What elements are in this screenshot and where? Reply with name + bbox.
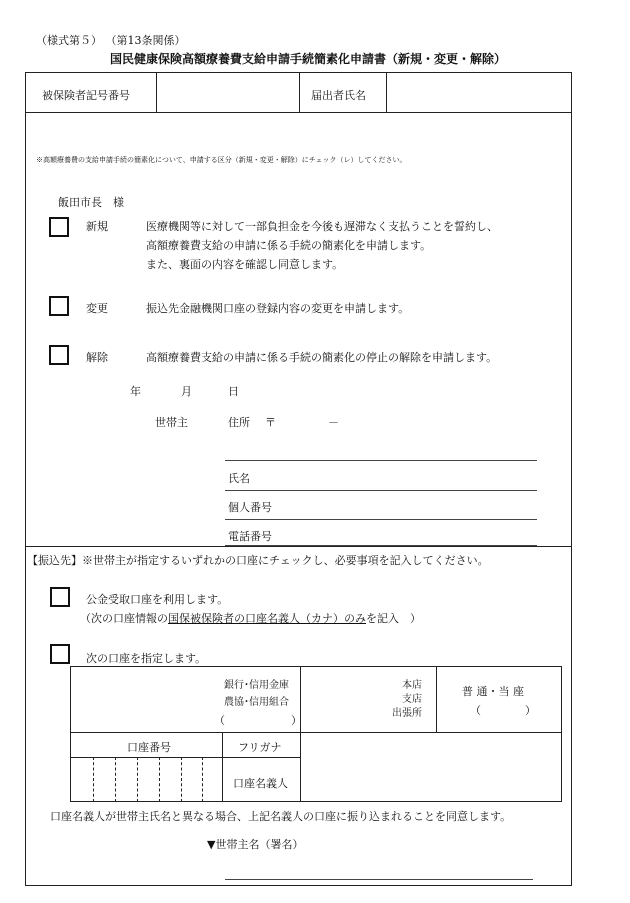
date-year: 年: [130, 385, 141, 398]
applicant-name-label: 届出者氏名: [311, 89, 366, 102]
account-number-label: 口座番号: [127, 741, 171, 754]
form-title: 国民健康保険高額療養費支給申請手続簡素化申請書（新規・変更・解除）: [110, 52, 507, 66]
change-label: 変更: [86, 302, 108, 315]
change-checkbox[interactable]: [49, 296, 69, 316]
bank-type-line1: 銀行･信用金庫: [224, 680, 289, 691]
specify-account-label: 次の口座を指定します。: [86, 652, 207, 665]
form-number: （様式第５） （第13条関係）: [36, 34, 186, 47]
name-label: 氏名: [228, 472, 250, 485]
public-account-checkbox[interactable]: [50, 587, 70, 607]
branch-line1: 本店: [402, 680, 422, 691]
postal-dash: －: [328, 416, 339, 429]
transfer-heading: 【振込先】※世帯主が指定するいずれかの口座にチェックし、必要事項を記入してください。: [27, 554, 489, 567]
account-number-field[interactable]: [72, 759, 220, 801]
public-note-suffix: を記入 ）: [366, 612, 421, 625]
furigana-field[interactable]: [302, 734, 560, 756]
phone-field[interactable]: [285, 524, 534, 542]
public-note-underlined: 国保被保険者の口座名義人（カナ）のみ: [168, 612, 366, 625]
furigana-label: フリガナ: [238, 741, 282, 754]
branch-line3: 出張所: [392, 708, 422, 719]
public-note-prefix: （次の口座情報の: [80, 612, 168, 625]
check-notice: ※高額療養費の支給申請手続の簡素化について、申請する区分（新規・変更・解除）にチェック（レ）してください。: [36, 156, 407, 164]
signature-label: ▼世帯主名（署名）: [207, 838, 304, 851]
new-checkbox[interactable]: [49, 217, 69, 237]
date-month: 月: [181, 385, 192, 398]
account-type-paren: （ ）: [470, 704, 536, 717]
account-holder-field[interactable]: [302, 759, 560, 801]
public-account-label: 公金受取口座を利用します。: [86, 593, 229, 606]
cancel-label: 解除: [86, 351, 108, 364]
my-number-field[interactable]: [285, 495, 534, 513]
householder-label: 世帯主: [155, 416, 188, 429]
postal-mark: 〒: [265, 416, 276, 429]
cancel-checkbox[interactable]: [49, 345, 69, 365]
change-text: 振込先金融機関口座の登録内容の変更を申請します。: [146, 302, 410, 315]
addressee: 飯田市長 様: [58, 196, 124, 209]
account-type-label[interactable]: 普 通・当 座: [462, 685, 524, 698]
insured-number-label: 被保険者記号番号: [42, 89, 130, 102]
account-holder-label: 口座名義人: [233, 777, 288, 790]
public-account-note: [80, 610, 421, 626]
phone-label: 電話番号: [228, 530, 272, 543]
bank-type-line2: 農協･信用組合: [224, 697, 289, 708]
new-text-line-1: 医療機関等に対して一部負担金を今後も遅滞なく支払うことを誓約し、: [146, 220, 498, 233]
new-text-line-2: 高額療養費支給の申請に係る手続の簡素化を申請します。: [146, 239, 432, 252]
new-label: 新規: [86, 220, 108, 233]
name-field[interactable]: [262, 466, 534, 484]
new-text-line-3: また、裏面の内容を確認し同意します。: [146, 258, 344, 271]
my-number-label: 個人番号: [228, 501, 272, 514]
bank-name-field[interactable]: （ ）: [214, 714, 302, 727]
cancel-text: 高額療養費支給の申請に係る手続の簡素化の停止の解除を申請します。: [146, 351, 498, 364]
address-label: 住所: [228, 416, 250, 429]
specify-account-checkbox[interactable]: [50, 644, 70, 664]
signature-field[interactable]: [225, 858, 533, 878]
consent-text: 口座名義人が世帯主氏名と異なる場合、上記名義人の口座に振り込まれることを同意します。: [50, 810, 512, 823]
branch-line2: 支店: [402, 694, 422, 705]
date-day: 日: [228, 385, 239, 398]
address-field[interactable]: [290, 410, 535, 426]
